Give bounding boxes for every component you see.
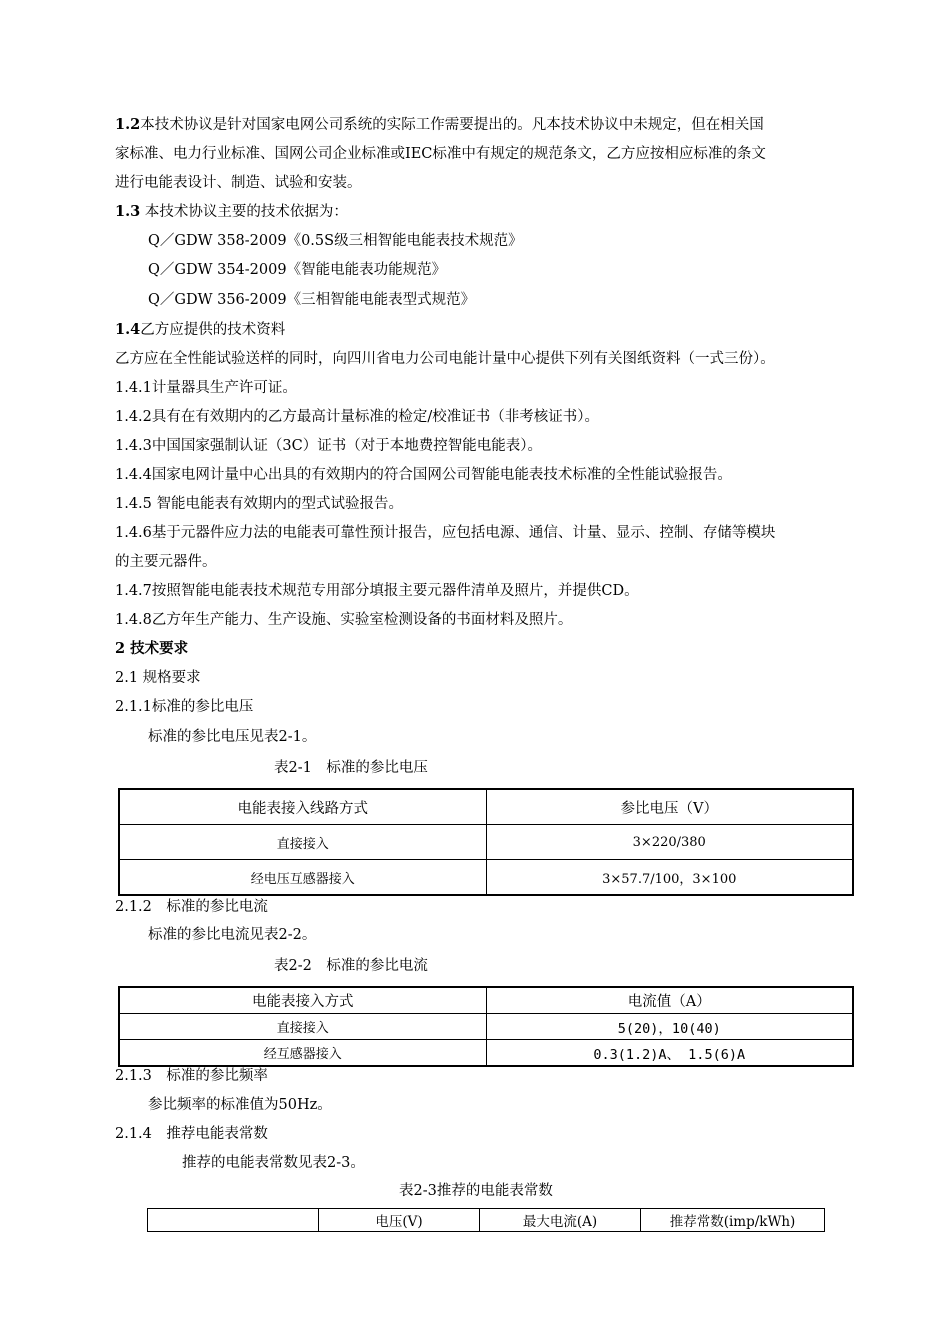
item-1-4-7: 1.4.7按照智能电能表技术规范专用部分填报主要元器件清单及照片，并提供CD。 [115, 583, 639, 599]
reference-3: Q／GDW 356-2009《三相智能电能表型式规范》 [148, 292, 476, 308]
heading-2-1-2: 2.1.2 标准的参比电流 [115, 899, 268, 915]
table-header-cell: 电流值（A） [486, 987, 853, 1014]
para-2-1-2-body: 标准的参比电流见表2-2。 [148, 927, 317, 943]
table-header-row [148, 1209, 825, 1232]
table-cell: 经互感器接入 [119, 1040, 486, 1067]
table-3 [147, 1208, 825, 1232]
para-1-2-line1: 1.2本技术协议是针对国家电网公司系统的实际工作需要提出的。凡本技术协议中未规定，但在相关国 [115, 116, 764, 133]
item-1-4-1: 1.4.1计量器具生产许可证。 [115, 380, 297, 396]
item-1-4-6-line2: 的主要元器件。 [115, 554, 217, 570]
table-header-row [119, 987, 853, 1014]
table-2 [118, 986, 854, 1067]
table-cell: 直接接入 [119, 825, 486, 860]
reference-1: Q／GDW 358-2009《0.5S级三相智能电能表技术规范》 [148, 233, 523, 249]
section-number: 1.2 [115, 116, 141, 133]
table-row [119, 1040, 853, 1067]
table-header-row [119, 789, 853, 825]
item-1-4-8: 1.4.8乙方年生产能力、生产设施、实验室检测设备的书面材料及照片。 [115, 612, 573, 628]
para-2-1-1-body: 标准的参比电压见表2-1。 [148, 729, 317, 745]
para-1-4-heading: 1.4乙方应提供的技术资料 [115, 321, 286, 338]
item-1-4-3: 1.4.3中国国家强制认证（3C）证书（对于本地费控智能电能表）。 [115, 438, 542, 454]
para-1-2-line3: 进行电能表设计、制造、试验和安装。 [115, 175, 362, 191]
heading-2-1-3: 2.1.3 标准的参比频率 [115, 1068, 268, 1084]
table-header-cell: 电能表接入方式 [119, 987, 486, 1014]
table-header-cell: 推荐常数(imp/kWh) [641, 1209, 825, 1232]
para-1-4-body: 乙方应在全性能试验送样的同时，向四川省电力公司电能计量中心提供下列有关图纸资料（一式三份）。 [115, 351, 775, 367]
table-header-cell: 参比电压（V） [486, 789, 853, 825]
para-1-3: 1.3 本技术协议主要的技术依据为： [115, 203, 348, 220]
item-1-4-2: 1.4.2具有在有效期内的乙方最高计量标准的检定/校准证书（非考核证书）。 [115, 409, 600, 425]
para-1-2-line2: 家标准、电力行业标准、国网公司企业标准或IEC标准中有规定的规范条文，乙方应按相应标准的条文 [115, 146, 766, 162]
item-1-4-5: 1.4.5 智能电能表有效期内的型式试验报告。 [115, 496, 404, 512]
table-1-caption: 表2-1 标准的参比电压 [274, 760, 428, 776]
heading-2-1-4: 2.1.4 推荐电能表常数 [115, 1126, 268, 1142]
table-row [119, 860, 853, 896]
section-number: 1.4 [115, 321, 141, 338]
table-3-caption: 表2-3推荐的电能表常数 [399, 1183, 553, 1199]
table-1 [118, 788, 854, 896]
table-row [119, 1014, 853, 1040]
reference-2: Q／GDW 354-2009《智能电能表功能规范》 [148, 262, 447, 278]
table-row [119, 825, 853, 860]
table-header-cell [148, 1209, 319, 1232]
section-number: 1.3 [115, 203, 141, 220]
table-2-caption: 表2-2 标准的参比电流 [274, 958, 428, 974]
item-1-4-6-line1: 1.4.6基于元器件应力法的电能表可靠性预计报告，应包括电源、通信、计量、显示、控制、存储等模块 [115, 525, 776, 541]
table-cell: 直接接入 [119, 1014, 486, 1040]
para-2-1-4-body: 推荐的电能表常数见表2-3。 [182, 1155, 365, 1171]
para-2-1-3-body: 参比频率的标准值为50Hz。 [148, 1097, 332, 1113]
heading-2: 2 技术要求 [115, 640, 189, 657]
table-cell: 5(20)，10(40) [486, 1014, 853, 1040]
heading-2-1-1: 2.1.1标准的参比电压 [115, 699, 254, 715]
table-cell: 3×57.7/100，3×100 [486, 860, 853, 896]
table-cell: 经电压互感器接入 [119, 860, 486, 896]
table-header-cell: 电能表接入线路方式 [119, 789, 486, 825]
item-1-4-4: 1.4.4国家电网计量中心出具的有效期内的符合国网公司智能电能表技术标准的全性能试验报告。 [115, 467, 732, 483]
heading-2-1: 2.1 规格要求 [115, 670, 201, 686]
table-cell: 3×220/380 [486, 825, 853, 860]
table-header-cell: 电压(V) [319, 1209, 480, 1232]
table-header-cell: 最大电流(A) [480, 1209, 641, 1232]
table-cell: 0.3(1.2)A、 1.5(6)A [486, 1040, 853, 1067]
